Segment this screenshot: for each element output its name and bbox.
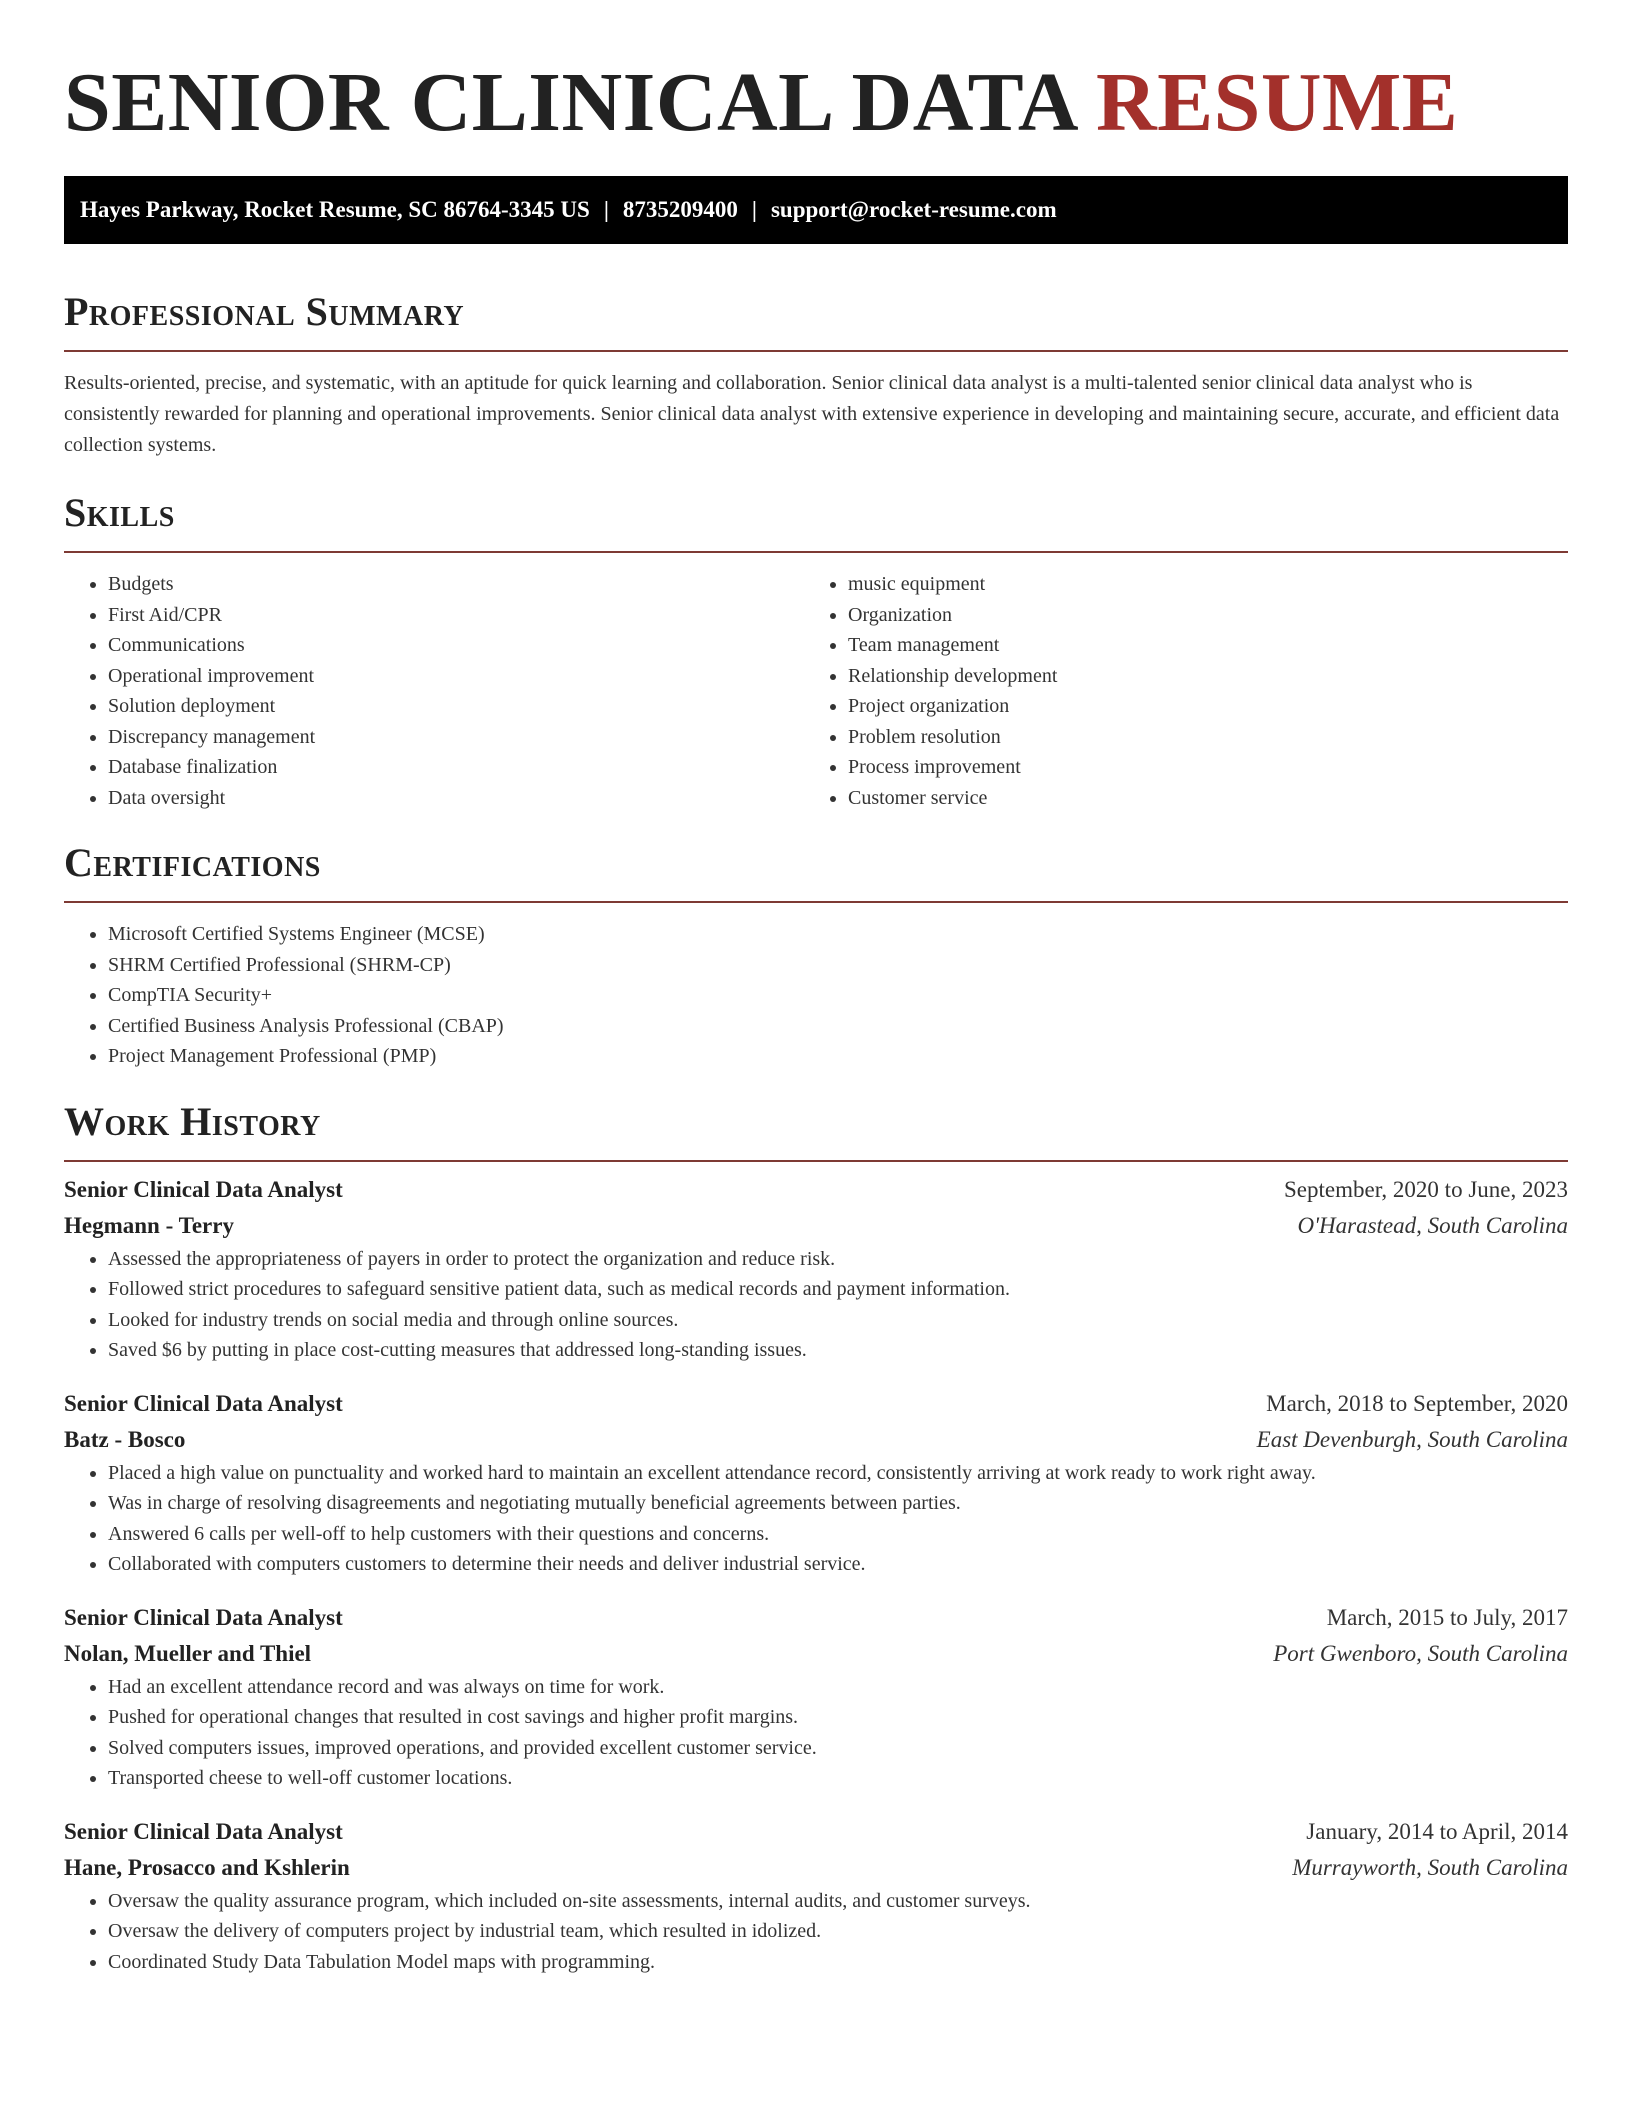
skill-item: • Budgets [108, 569, 804, 600]
job-header-row [64, 1386, 1568, 1422]
title-main: SENIOR CLINICAL DATA [64, 56, 1075, 149]
job-title: Senior Clinical Data Analyst [64, 1176, 343, 1202]
job-company-row [64, 1636, 1568, 1672]
job-duties-list [64, 1458, 1568, 1580]
job-duty-item: • Was in charge of resolving disagreements and negotiating mutually beneficial agreements between parties. [108, 1488, 1568, 1519]
skill-item: • Customer service [848, 783, 1544, 814]
job-title: Senior Clinical Data Analyst [64, 1604, 343, 1630]
skill-item: • Data oversight [108, 783, 804, 814]
work-history-heading: Work History [64, 1098, 321, 1144]
skills-section [64, 489, 1568, 813]
job-dates: March, 2015 to July, 2017 [1326, 1604, 1568, 1630]
skill-item: • Relationship development [848, 661, 1544, 692]
skill-item: • First Aid/CPR [108, 600, 804, 631]
job-duties-list [64, 1886, 1568, 1978]
job-duty-item: • Collaborated with computers customers to determine their needs and deliver industrial service. [108, 1549, 1568, 1580]
summary-section [64, 288, 1568, 461]
skills-right-column [804, 569, 1544, 813]
skills-left-list [64, 569, 804, 813]
job-title: Senior Clinical Data Analyst [64, 1390, 343, 1416]
certification-item: • Certified Business Analysis Professional (CBAP) [108, 1011, 1568, 1042]
job-dates: September, 2020 to June, 2023 [1284, 1176, 1568, 1202]
contact-phone: 8735209400 [622, 197, 738, 222]
job-entry [64, 1386, 1568, 1580]
skill-item: • music equipment [848, 569, 1544, 600]
job-duty-item: • Answered 6 calls per well-off to help customers with their questions and concerns. [108, 1519, 1568, 1550]
job-duty-item: • Placed a high value on punctuality and worked hard to maintain an excellent attendance record, consistently arriving at work ready to work right away. [108, 1458, 1568, 1489]
skill-item: • Database finalization [108, 752, 804, 783]
skills-left-column [64, 569, 804, 813]
job-duty-item: • Saved $6 by putting in place cost-cutting measures that addressed long-standing issues. [108, 1335, 1568, 1366]
skill-item: • Organization [848, 600, 1544, 631]
contact-separator: | [751, 197, 757, 222]
skill-item: • Team management [848, 630, 1544, 661]
job-location: Murrayworth, South Carolina [1292, 1854, 1568, 1880]
contact-email[interactable]: support@rocket-resume.com [770, 197, 1057, 222]
job-duty-item: • Transported cheese to well-off customer locations. [108, 1763, 1568, 1794]
job-location: O'Harastead, South Carolina [1297, 1212, 1568, 1238]
skill-item: • Solution deployment [108, 691, 804, 722]
job-location: Port Gwenboro, South Carolina [1273, 1640, 1568, 1666]
jobs-list [64, 1172, 1568, 1978]
job-location: East Devenburgh, South Carolina [1256, 1426, 1568, 1452]
job-entry [64, 1600, 1568, 1794]
job-company: Nolan, Mueller and Thiel [64, 1640, 312, 1666]
skills-heading: Skills [64, 490, 175, 535]
title-accent: RESUME [1095, 56, 1459, 149]
contact-separator: | [603, 197, 609, 222]
skill-item: • Process improvement [848, 752, 1544, 783]
contact-address: Hayes Parkway, Rocket Resume, SC 86764-3345 US [80, 197, 590, 222]
job-duties-list [64, 1244, 1568, 1366]
job-company: Hegmann - Terry [64, 1212, 234, 1238]
job-header-row [64, 1172, 1568, 1208]
job-header-row [64, 1600, 1568, 1636]
section-divider [64, 901, 1568, 903]
job-entry [64, 1172, 1568, 1366]
certification-item: • CompTIA Security+ [108, 980, 1568, 1011]
job-duty-item: • Solved computers issues, improved operations, and provided excellent customer service. [108, 1733, 1568, 1764]
job-duty-item: • Oversaw the quality assurance program, which included on-site assessments, internal audits, and customer surveys. [108, 1886, 1568, 1917]
section-divider [64, 551, 1568, 553]
job-duty-item: • Assessed the appropriateness of payers in order to protect the organization and reduce risk. [108, 1244, 1568, 1275]
contact-bar [64, 176, 1568, 244]
job-company: Hane, Prosacco and Kshlerin [64, 1854, 350, 1880]
job-duty-item: • Looked for industry trends on social media and through online sources. [108, 1305, 1568, 1336]
skill-item: • Discrepancy management [108, 722, 804, 753]
job-dates: January, 2014 to April, 2014 [1306, 1818, 1568, 1844]
certifications-heading: Certifications [64, 840, 321, 885]
job-dates: March, 2018 to September, 2020 [1266, 1390, 1568, 1416]
summary-heading: Professional Summary [64, 289, 465, 334]
job-duty-item: • Had an excellent attendance record and was always on time for work. [108, 1672, 1568, 1703]
certification-item: • Microsoft Certified Systems Engineer (MCSE) [108, 919, 1568, 950]
resume-page [64, 0, 1568, 1977]
job-title: Senior Clinical Data Analyst [64, 1818, 343, 1844]
summary-text: Results-oriented, precise, and systematic, with an aptitude for quick learning and collaboration. Senior clinical data analyst is a multi-talented senior clinical data analyst who is consistently rewarded for planning and operational improvements. Senior clinical data analyst with extensive experience in developing and maintaining secure, accurate, and efficient data collection systems. [64, 372, 1560, 456]
skill-item: • Operational improvement [108, 661, 804, 692]
job-company-row [64, 1422, 1568, 1458]
certifications-list [64, 919, 1568, 1072]
job-entry [64, 1814, 1568, 1978]
job-company-row [64, 1850, 1568, 1886]
work-history-section [64, 1098, 1568, 1978]
certification-item: • SHRM Certified Professional (SHRM-CP) [108, 950, 1568, 981]
skill-item: • Problem resolution [848, 722, 1544, 753]
section-divider [64, 350, 1568, 352]
skill-item: • Communications [108, 630, 804, 661]
job-company-row [64, 1208, 1568, 1244]
certifications-section [64, 839, 1568, 1072]
job-duty-item: • Coordinated Study Data Tabulation Model maps with programming. [108, 1947, 1568, 1978]
skills-columns [64, 569, 1568, 813]
resume-title [64, 0, 1568, 148]
job-company: Batz - Bosco [64, 1426, 186, 1452]
job-header-row [64, 1814, 1568, 1850]
section-divider [64, 1160, 1568, 1162]
certification-item: • Project Management Professional (PMP) [108, 1041, 1568, 1072]
skills-right-list [804, 569, 1544, 813]
job-duty-item: • Pushed for operational changes that resulted in cost savings and higher profit margins. [108, 1702, 1568, 1733]
job-duties-list [64, 1672, 1568, 1794]
job-duty-item: • Followed strict procedures to safeguard sensitive patient data, such as medical records and payment information. [108, 1274, 1568, 1305]
skill-item: • Project organization [848, 691, 1544, 722]
job-duty-item: • Oversaw the delivery of computers project by industrial team, which resulted in idolized. [108, 1916, 1568, 1947]
